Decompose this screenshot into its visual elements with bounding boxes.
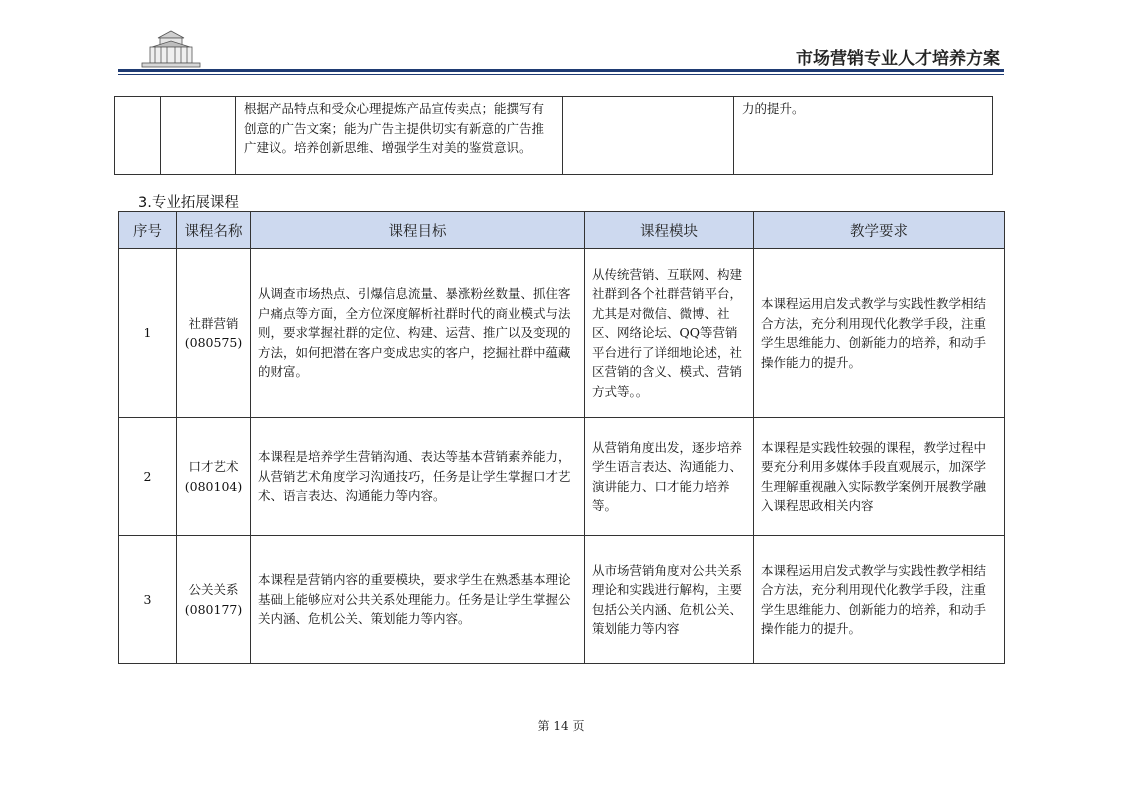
cell-requirement: 本课程运用启发式教学与实践性教学相结合方法，充分利用现代化教学手段，注重学生思维能力、创新能力的培养，和动手操作能力的提升。: [754, 536, 1005, 664]
cell-requirement: 力的提升。: [734, 97, 993, 175]
header-rule: [118, 69, 1004, 72]
cell-module: 从营销角度出发，逐步培养学生语言表达、沟通能力、演讲能力、口才能力培养等。: [585, 418, 754, 536]
header-module: 课程模块: [585, 212, 754, 249]
header-rule-thin: [118, 74, 1004, 75]
course-code: (080177): [184, 601, 243, 617]
extension-course-table: [118, 211, 1005, 664]
course-name: 社群营销: [188, 315, 239, 331]
course-name: 公关关系: [188, 582, 239, 597]
header-name: 课程名称: [177, 212, 251, 249]
table-row: [119, 418, 1005, 536]
document-title: 市场营销专业人才培养方案: [796, 49, 1000, 69]
course-code: (080575): [184, 335, 243, 350]
table-row: [119, 536, 1005, 664]
school-building-logo: [140, 28, 202, 72]
cell-goal: 从调查市场热点、引爆信息流量、暴涨粉丝数量、抓住客户痛点等方面，全方位深度解析社群时代的商业模式与法则，要求掌握社群的定位、构建、运营、推广以及变现的方法，如何把潜在客户变成忠实的客户，挖掘社群中蕴藏的财富。: [251, 249, 585, 418]
cell-module: 从传统营销、互联网、构建社群到各个社群营销平台，尤其是对微信、微博、社区、网络论坛、QQ等营销平台进行了详细地论述，社区营销的含义、模式、营销方式等。。: [585, 249, 754, 418]
cell-requirement: 本课程是实践性较强的课程，教学过程中要充分利用多媒体手段直观展示，加深学生理解重视融入实际教学案例开展教学融入课程思政相关内容: [754, 418, 1005, 536]
cell-goal: 本课程是培养学生营销沟通、表达等基本营销素养能力，从营销艺术角度学习沟通技巧，任务是让学生掌握口才艺术、语言表达、沟通能力等内容。: [251, 418, 585, 536]
course-name: 口才艺术: [188, 459, 239, 474]
cell-requirement: 本课程运用启发式教学与实践性教学相结合方法，充分利用现代化教学手段，注重学生思维能力、创新能力的培养，和动手操作能力的提升。: [754, 249, 1005, 418]
page-number: 第 14 页: [537, 719, 585, 733]
table-header-row: [119, 212, 1005, 249]
cell-no: [115, 97, 161, 175]
cell-no: 2: [119, 418, 177, 536]
section-heading: 3.专业拓展课程: [138, 195, 239, 211]
cell-no: 1: [119, 249, 177, 418]
cell-module: [563, 97, 734, 175]
cell-module: 从市场营销角度对公共关系理论和实践进行解构，主要包括公关内涵、危机公关、策划能力等内容: [585, 536, 754, 664]
continued-course-table: [114, 96, 993, 175]
cell-goal: 根据产品特点和受众心理提炼产品宣传卖点；能撰写有创意的广告文案；能为广告主提供切实有新意的广告推广建议。培养创新思维、增强学生对美的鉴赏意识。: [236, 97, 563, 175]
header-no: 序号: [119, 212, 177, 249]
header-goal: 课程目标: [251, 212, 585, 249]
course-code: (080104): [184, 478, 243, 494]
cell-name: [177, 418, 251, 536]
table-row: [119, 249, 1005, 418]
cell-no: 3: [119, 536, 177, 664]
table-row: [115, 97, 993, 175]
cell-goal: 本课程是营销内容的重要模块，要求学生在熟悉基本理论基础上能够应对公共关系处理能力。任务是让学生掌握公关内涵、危机公关、策划能力等内容。: [251, 536, 585, 664]
cell-name: [177, 536, 251, 664]
cell-name: [177, 249, 251, 418]
cell-name: [161, 97, 236, 175]
header-requirement: 教学要求: [754, 212, 1005, 249]
